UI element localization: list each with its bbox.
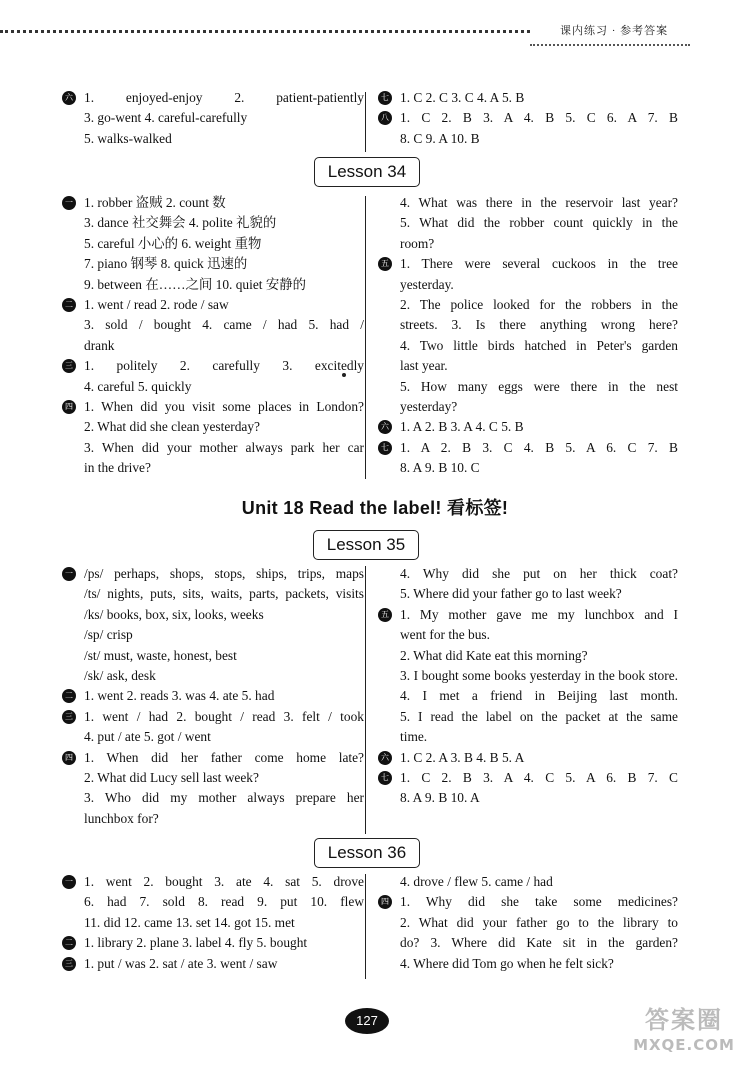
answer-line: 5. Where did your father go to last week? bbox=[400, 586, 622, 602]
answer-item bbox=[62, 193, 364, 295]
top-left-column bbox=[62, 88, 364, 149]
answer-line: 4. Two little birds hatched in Peter's garden bbox=[400, 337, 678, 353]
section-number-badge: 五 bbox=[378, 608, 392, 622]
column-divider bbox=[365, 196, 366, 479]
answer-line: 1. went / had 2. bought / read 3. felt / took bbox=[84, 708, 364, 724]
column-divider bbox=[365, 566, 366, 834]
answer-line: 1. A 2. B 3. A 4. C 5. B bbox=[400, 419, 524, 435]
answer-line: 1. When did her father come home late? bbox=[84, 749, 364, 765]
lesson-34-title: Lesson 34 bbox=[314, 157, 420, 187]
answer-line: 1. C 2. B 3. A 4. C 5. A 6. B 7. C bbox=[400, 770, 678, 786]
answer-line: /sp/ crisp bbox=[84, 627, 133, 643]
answer-line: 8. A 9. B 10. A bbox=[400, 790, 480, 806]
section-number-badge: 二 bbox=[62, 936, 76, 950]
answer-line: 8. A 9. B 10. C bbox=[400, 460, 480, 476]
answer-line: in the drive? bbox=[84, 460, 151, 476]
section-number-badge: 四 bbox=[62, 400, 76, 414]
answer-line: 5. How many eggs were there in the nest bbox=[400, 378, 678, 394]
lesson-35-right-column bbox=[378, 564, 678, 809]
answer-item bbox=[62, 397, 364, 479]
answer-item bbox=[378, 605, 678, 748]
answer-line: 2. What did Lucy sell last week? bbox=[84, 770, 259, 786]
answer-item bbox=[378, 748, 678, 768]
answer-line: 11. did 12. came 13. set 14. got 15. met bbox=[84, 914, 295, 930]
header-dotted-rule-right bbox=[530, 44, 690, 46]
answer-line: 1. C 2. C 3. C 4. A 5. B bbox=[400, 90, 525, 105]
answer-line: 4. What was there in the reservoir last year? bbox=[400, 195, 678, 210]
lesson-35-title: Lesson 35 bbox=[313, 530, 419, 560]
answer-line: 1. went 2. bought 3. ate 4. sat 5. drove bbox=[84, 874, 364, 889]
column-divider bbox=[365, 874, 366, 979]
answer-line: 3. Who did my mother always prepare her bbox=[84, 790, 364, 806]
answer-line: /sk/ ask, desk bbox=[84, 668, 156, 684]
section-number-badge: 三 bbox=[62, 710, 76, 724]
lesson-35-left-column bbox=[62, 564, 364, 829]
answer-line: /st/ must, waste, honest, best bbox=[84, 647, 237, 663]
answer-line: yesterday. bbox=[400, 276, 454, 292]
answer-item bbox=[62, 88, 364, 149]
answer-line: 4. I met a friend in Beijing last month. bbox=[400, 688, 678, 704]
section-number-badge: 一 bbox=[62, 567, 76, 581]
section-number-badge: 二 bbox=[62, 689, 76, 703]
answer-item bbox=[62, 748, 364, 830]
section-number-badge: 七 bbox=[378, 91, 392, 105]
page-number: 127 bbox=[345, 1008, 389, 1034]
answer-line: 4. Where did Tom go when he felt sick? bbox=[400, 955, 614, 971]
lesson-36-title: Lesson 36 bbox=[314, 838, 420, 868]
answer-line: 5. I read the label on the packet at the same bbox=[400, 708, 678, 724]
answer-line: 1. put / was 2. sat / ate 3. went / saw bbox=[84, 955, 278, 971]
section-number-badge: 六 bbox=[378, 420, 392, 434]
answer-line: 1. library 2. plane 3. label 4. fly 5. bought bbox=[84, 935, 308, 951]
answer-line: drank bbox=[84, 337, 115, 353]
header-label: 课内练习 · 参考答案 bbox=[560, 25, 669, 37]
answer-line: 1. went / read 2. rode / saw bbox=[84, 297, 229, 313]
answer-item bbox=[378, 892, 678, 974]
answer-line: yesterday? bbox=[400, 399, 458, 415]
answer-line: 1. C 2. A 3. B 4. B 5. A bbox=[400, 749, 525, 765]
answer-line: /ts/ nights, puts, sits, waits, parts, packets, visits bbox=[84, 586, 364, 602]
answer-line: 1. went 2. reads 3. was 4. ate 5. had bbox=[84, 688, 275, 704]
answer-line: /ks/ books, box, six, looks, weeks bbox=[84, 606, 264, 622]
answer-line: 4. Why did she put on her thick coat? bbox=[400, 566, 678, 581]
answer-line: time. bbox=[400, 729, 428, 745]
answer-line: 1. C 2. B 3. A 4. B 5. C 6. A 7. B bbox=[400, 110, 678, 126]
lesson-36-right-column bbox=[378, 872, 678, 974]
answer-line: 2. What did she clean yesterday? bbox=[84, 419, 260, 435]
answer-line: 9. between 在……之间 10. quiet 安静的 bbox=[84, 276, 307, 292]
answer-line: 5. careful 小心的 6. weight 重物 bbox=[84, 235, 262, 251]
section-number-badge: 七 bbox=[378, 771, 392, 785]
section-number-badge: 三 bbox=[62, 359, 76, 373]
section-number-badge: 四 bbox=[378, 895, 392, 909]
stray-dot bbox=[342, 373, 346, 377]
section-number-badge: 六 bbox=[378, 751, 392, 765]
section-number-badge: 四 bbox=[62, 751, 76, 765]
answer-line: /ps/ perhaps, shops, stops, ships, trips, maps bbox=[84, 566, 364, 581]
answer-line: 3. When did your mother always park her car bbox=[84, 439, 364, 455]
section-number-badge: 一 bbox=[62, 875, 76, 889]
lesson-36-left-column bbox=[62, 872, 364, 974]
answer-line: 1. A 2. B 3. C 4. B 5. A 6. C 7. B bbox=[400, 439, 678, 455]
answer-item bbox=[378, 254, 678, 417]
answer-line: 2. What did your father go to the library to bbox=[400, 914, 678, 930]
answer-item bbox=[62, 872, 364, 933]
answer-item bbox=[378, 768, 678, 809]
answer-line: room? bbox=[400, 235, 435, 251]
answer-line: 3. I bought some books yesterday in the book store. bbox=[400, 668, 678, 684]
answer-item bbox=[378, 438, 678, 479]
answer-line: do? 3. Where did Kate sit in the garden? bbox=[400, 935, 678, 951]
answer-line: 3. dance 社交舞会 4. polite 礼貌的 bbox=[84, 215, 277, 231]
answer-line: last year. bbox=[400, 358, 448, 374]
section-number-badge: 三 bbox=[62, 957, 76, 971]
answer-item bbox=[62, 933, 364, 953]
answer-line: 2. The police looked for the robbers in the bbox=[400, 297, 678, 313]
answer-line: 7. piano 钢琴 8. quick 迅速的 bbox=[84, 256, 248, 272]
answer-line: 3. sold / bought 4. came / had 5. had / bbox=[84, 317, 364, 333]
answer-line: 3. go-went 4. careful-carefully bbox=[84, 110, 248, 126]
answer-line: 4. drove / flew 5. came / had bbox=[400, 874, 553, 889]
answer-line: 1. My mother gave me my lunchbox and I bbox=[400, 606, 678, 622]
header-dotted-rule bbox=[0, 30, 530, 33]
watermark-url: MXQE.COM bbox=[633, 1036, 735, 1054]
lesson-34-left-column bbox=[62, 193, 364, 479]
section-number-badge: 五 bbox=[378, 257, 392, 271]
answer-item bbox=[378, 88, 678, 108]
answer-item bbox=[62, 356, 364, 397]
answer-line: 1. robber 盗贼 2. count 数 bbox=[84, 195, 226, 210]
answer-item bbox=[62, 295, 364, 356]
answer-line: 2. What did Kate eat this morning? bbox=[400, 647, 588, 663]
section-number-badge: 二 bbox=[62, 298, 76, 312]
answer-line: went for the bus. bbox=[400, 627, 490, 643]
answer-line: streets. 3. Is there anything wrong here? bbox=[400, 317, 678, 333]
answer-item bbox=[62, 954, 364, 974]
answer-line: 5. walks-walked bbox=[84, 130, 172, 146]
section-number-badge: 七 bbox=[378, 441, 392, 455]
answer-line: 4. put / ate 5. got / went bbox=[84, 729, 211, 745]
answer-item bbox=[62, 707, 364, 748]
answer-item bbox=[378, 564, 678, 605]
answer-item bbox=[378, 108, 678, 149]
answer-item bbox=[378, 872, 678, 892]
answer-item bbox=[62, 686, 364, 706]
answer-line: 1. politely 2. carefully 3. excitedly bbox=[84, 358, 364, 374]
column-divider bbox=[365, 92, 366, 152]
answer-line: lunchbox for? bbox=[84, 810, 159, 826]
section-number-badge: 八 bbox=[378, 111, 392, 125]
lesson-34-right-column bbox=[378, 193, 678, 479]
watermark-text: 答案圈 bbox=[645, 1006, 723, 1034]
answer-line: 1. There were several cuckoos in the tree bbox=[400, 256, 678, 272]
top-right-column bbox=[378, 88, 678, 149]
answer-item bbox=[378, 417, 678, 437]
answer-line: 1. Why did she take some medicines? bbox=[400, 894, 678, 910]
answer-line: 1. enjoyed-enjoy 2. patient-patiently bbox=[84, 90, 364, 105]
answer-item bbox=[62, 564, 364, 686]
section-number-badge: 六 bbox=[62, 91, 76, 105]
answer-line: 8. C 9. A 10. B bbox=[400, 130, 480, 146]
answer-line: 4. careful 5. quickly bbox=[84, 378, 192, 394]
answer-line: 5. What did the robber count quickly in the bbox=[400, 215, 678, 231]
watermark-logo bbox=[620, 1005, 748, 1065]
section-number-badge: 一 bbox=[62, 196, 76, 210]
answer-line: 1. When did you visit some places in London? bbox=[84, 399, 364, 415]
answer-line: 6. had 7. sold 8. read 9. put 10. flew bbox=[84, 894, 364, 910]
answer-item bbox=[378, 193, 678, 254]
unit-title: Unit 18 Read the label! 看标签! bbox=[241, 498, 509, 518]
